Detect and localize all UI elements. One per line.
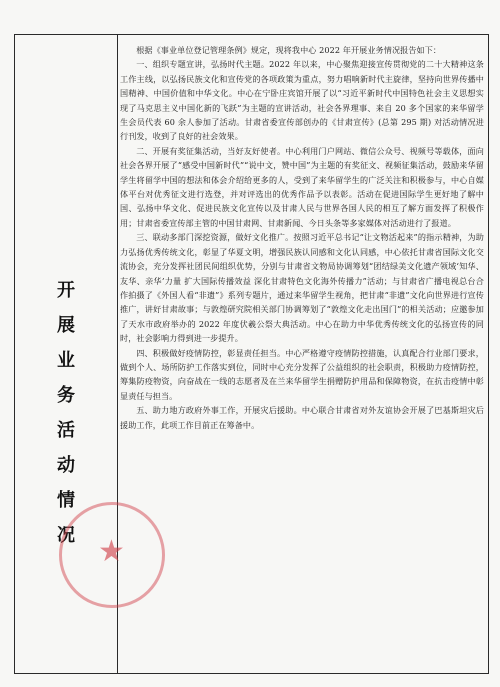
- item-paragraph-5: 五、助力地方政府外事工作，开展灾后援助。中心联合甘肃省对外友谊协会开展了巴基斯坦灾后援助工作，此项工作目前正在筹备中。: [120, 405, 484, 430]
- report-table: [14, 34, 489, 674]
- report-body: [120, 43, 484, 671]
- section-label-char: 展: [57, 315, 75, 336]
- section-label-char: 况: [57, 525, 75, 546]
- section-label-char: 活: [57, 420, 75, 441]
- item-paragraph-2: 二、开展有奖征集活动，当好友好使者。中心利用门户网站、微信公众号、视频号等载体，面向社会各界开展了“感受中国新时代”“说中文，赞中国”为主题的有奖征文、视频征集活动，鼓励来华留学生将留学中国的想法和体会介绍给更多的人，受到了来华留学生的广泛关注和积极参与，中心自媒体平台对优秀征文进行选登，并对评选出的优秀作品予以表彰。活动在促进国际学生更好地了解中国、弘扬中华文化、促进民族文化宣传以及甘肃人民与世界各国人民的相互了解方面发挥了积极作用；甘肃省委宣传部主管的中国甘肃网、甘肃新闻、今日头条等多家媒体对活动进行了报道。: [120, 145, 484, 228]
- item-paragraph-4: 四、积极做好疫情防控，彰显责任担当。中心严格遵守疫情防控措施，认真配合行业部门要求，做到个人、场所防护工作落实到位，同时中心充分发挥了公益组织的社会职责，积极助力疫情防控，筹集防疫物资，向奋战在一线的志愿者及在兰来华留学生捐赠防护用品和保障物资，在抗击疫情中彰显责任与担当。: [120, 347, 484, 401]
- section-label-cell: [15, 35, 125, 673]
- item-paragraph-1: 一、组织专题宣讲，弘扬时代主题。2022 年以来，中心聚焦迎接宣传贯彻党的二十大精神这条工作主线，以弘扬民族文化和宣传党的各项政策为重点，努力唱响新时代主旋律，坚持向世界传播中国精神、中国价值和中华文化。中心在宁卧庄宾馆开展了以“习近平新时代中国特色社会主义思想实现了马克思主义中国化新的飞跃”为主题的宣讲活动，社会各界理事、来自 20 多个国家的来华留学生会员代表 60 余人参加了活动。甘肃省委宣传部创办的《甘肃宣传》(总第 295 期) 对活动情况进行刊发，收到了良好的社会效果。: [120, 59, 484, 142]
- section-label-char: 动: [57, 455, 75, 476]
- section-label-char: 情: [57, 490, 75, 511]
- section-label-char: 业: [57, 350, 75, 371]
- section-label-char: 开: [57, 280, 75, 301]
- item-paragraph-3: 三、联动多部门深挖资源，做好文化推广。按照习近平总书记“让文物活起来”的指示精神，为助力弘扬优秀传统文化，彰显了华夏文明，增强民族认同感和文化认同感，中心依托甘肃省国际文化交流协会，充分发挥社团民间组织优势，分别与甘肃省文物局协调筹划“团结绿美文化遗产领域‘知华、友华、亲华’力量 扩大国际传播效益 深化甘肃特色文化海外传播力”活动；与甘肃省广播电视总台合作拍摄了《外国人看“非遗”》系列专题片，通过来华留学生视角，把甘肃“非遗”文化向世界进行宣传推广，讲好甘肃故事；与敦煌研究院相关部门协调筹划了“敦煌文化走出国门”的相关活动；应邀参加了天水市政府举办的 2022 年度伏羲公祭大典活动。中心在助力中华优秀传统文化的弘扬宣传的同时，社会影响力得到进一步提升。: [120, 232, 484, 344]
- seal-star-icon: ★: [98, 534, 125, 569]
- section-label-char: 务: [57, 385, 75, 406]
- intro-paragraph: 根据《事业单位登记管理条例》规定，现将我中心 2022 年开展业务情况报告如下：: [136, 45, 442, 55]
